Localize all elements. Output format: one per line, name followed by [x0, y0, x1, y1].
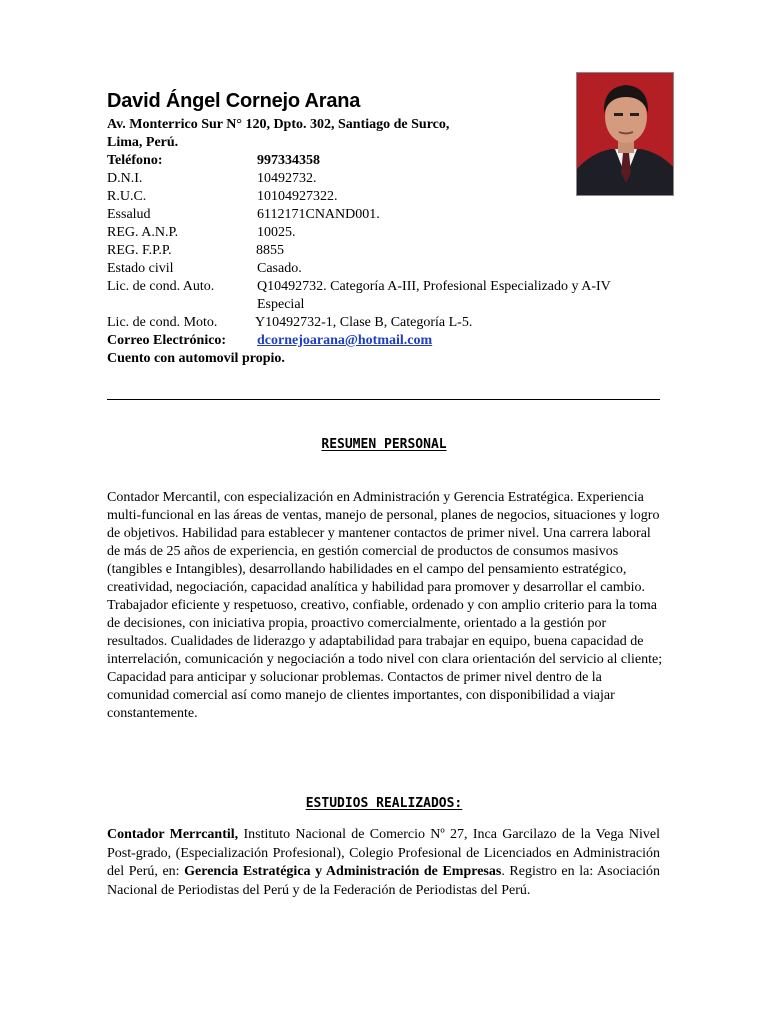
detail-value: 10492732.: [257, 171, 317, 186]
detail-label: Estado civil: [107, 261, 174, 276]
detail-value-continued: Especial: [257, 297, 305, 312]
detail-value: 8855: [256, 243, 284, 258]
detail-value: Y10492732-1, Clase B, Categoría L-5.: [255, 315, 473, 330]
studies-specialization: Gerencia Estratégica y Administración de Empresas: [184, 864, 502, 880]
candidate-name: David Ángel Cornejo Arana: [107, 90, 361, 112]
detail-row-estado-civil: [107, 260, 667, 278]
detail-label: D.N.I.: [107, 171, 143, 186]
summary-paragraph: Contador Mercantil, con especialización en Administración y Gerencia Estratégica. Experiencia multi-funcional en las áreas de ventas, manejo de personal, planes de negocios, situaciones y logro de objetivos. Habilidad para establecer y mantener contactos de primer nivel. Una carrera laboral de más de 25 años de experiencia, en gestión comercial de productos de consumos masivos (tangibles e Intangibles), desarrollando habilidades en el campo del pensamiento estratégico, creatividad, negociación, capacidad analítica y habilidad para promover y desarrollar el cambio. Trabajador eficiente y respetuoso, creativo, confiable, ordenado y con amplio criterio para la toma de decisiones, con iniciativa propia, proactivo comercialmente, orientado a la gestión por resultados. Cualidades de liderazgo y adaptabilidad para trabajar en equipo, buena capacidad de interrelación, comunicación y negociación a todo nivel con clara orientación del servicio al cliente; Capacidad para anticipar y solucionar problemas. Contactos de primer nivel dentro de la comunidad comercial así como manejo de clientes importantes, con disponibilidad a viajar constantemente.: [107, 490, 663, 721]
detail-label: Lic. de cond. Auto.: [107, 279, 215, 294]
detail-label: Teléfono:: [107, 153, 163, 168]
address-line-2: Lima, Perú.: [107, 135, 179, 150]
detail-row-lic-auto-cont: [107, 296, 667, 314]
detail-row-lic-moto: [107, 314, 667, 332]
detail-label: REG. A.N.P.: [107, 225, 179, 240]
studies-heading: [0, 796, 768, 811]
email-link[interactable]: dcornejoarana@hotmail.com: [257, 333, 433, 348]
studies-degree: Contador Merrcantil,: [107, 827, 239, 842]
detail-value: 10104927322.: [257, 189, 338, 204]
phone-value: 997334358: [257, 153, 320, 168]
studies-paragraph: [107, 826, 660, 900]
detail-label: R.U.C.: [107, 189, 147, 204]
detail-row-correo: [107, 332, 667, 350]
detail-value: Q10492732. Categoría A-III, Profesional Especializado y A-IV: [257, 279, 611, 294]
detail-row-reg-fpp: [107, 242, 667, 260]
studies-text-2: . Registro en la: Asociación Nacional de Periodistas del Perú y de la Federación de Periodistas del Perú.: [107, 864, 661, 898]
detail-value: 10025.: [257, 225, 296, 240]
address-line-1: Av. Monterrico Sur N° 120, Dpto. 302, Santiago de Surco,: [107, 117, 450, 132]
section-divider: [107, 399, 660, 400]
detail-row-lic-auto: [107, 278, 667, 296]
detail-label: Lic. de cond. Moto.: [107, 315, 218, 330]
detail-row-dni: [107, 170, 667, 188]
detail-value: Casado.: [257, 261, 302, 276]
detail-value: 6112171CNAND001.: [257, 207, 380, 222]
detail-row-telefono: [107, 152, 667, 170]
summary-heading: [0, 437, 768, 452]
detail-row-ruc: [107, 188, 667, 206]
detail-row-essalud: [107, 206, 667, 224]
detail-row-reg-anp: [107, 224, 667, 242]
detail-label: Essalud: [107, 207, 151, 222]
studies-text-1: Instituto Nacional de Comercio Nº 27, Inca Garcilazo de la Vega Nivel Post-grado, (Especialización Profesional), Colegio Profesional de Licenciados en Administración del Perú, en:: [107, 827, 660, 880]
studies-heading-text: ESTUDIOS REALIZADOS:: [305, 796, 463, 811]
detail-label: Correo Electrónico:: [107, 333, 227, 348]
summary-heading-text: RESUMEN PERSONAL: [321, 437, 447, 452]
car-note: Cuento con automovil propio.: [107, 351, 285, 366]
detail-label: REG. F.P.P.: [107, 243, 172, 258]
